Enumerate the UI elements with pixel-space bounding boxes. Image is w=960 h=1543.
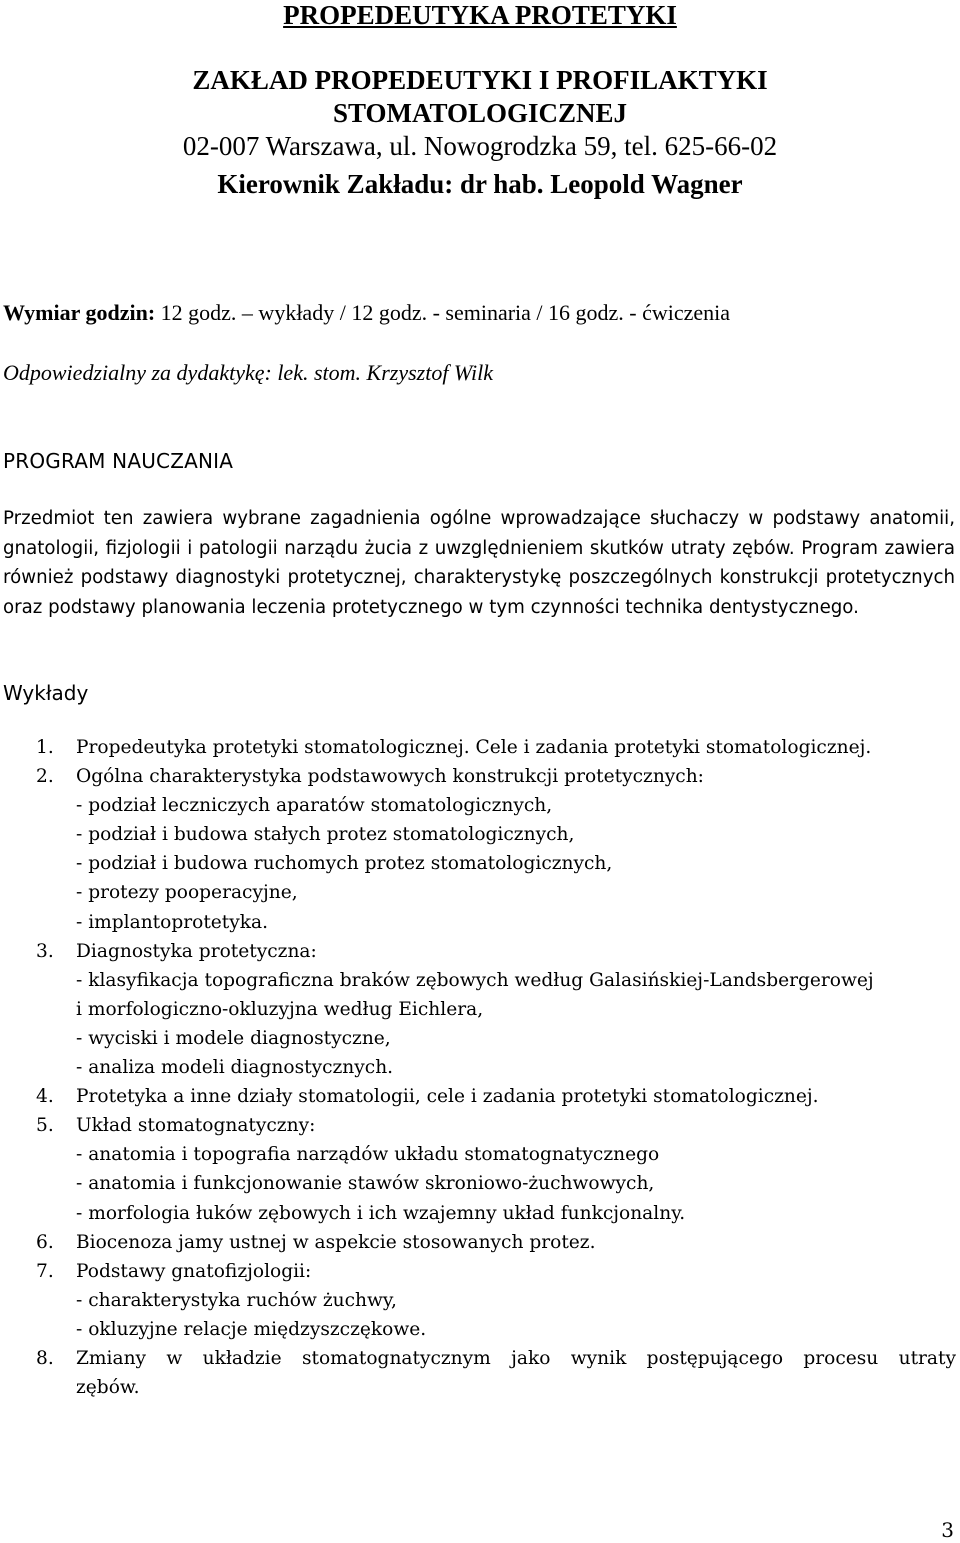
lecture-item [36,733,956,762]
lecture-item [36,1228,956,1257]
department-head: Kierownik Zakładu: dr hab. Leopold Wagner [217,169,743,199]
lecture-body [76,937,956,1082]
department-name-line1: ZAKŁAD PROPEDEUTYKI I PROFILAKTYKI [192,65,768,95]
lecture-subtopic: - protezy pooperacyjne, [76,882,298,904]
lecture-subtopic: - okluzyjne relacje międzyszczękowe. [76,1318,427,1340]
lecture-title: Podstawy gnatofizjologii: [76,1260,312,1282]
department-address: 02-007 Warszawa, ul. Nowogrodzka 59, tel. 625-66-02 [182,131,778,161]
lecture-title: Ogólna charakterystyka podstawowych konstrukcji protetycznych: [76,766,704,788]
lecture-number: 3. [36,940,54,962]
lecture-item [36,1111,956,1227]
responsible-person: Odpowiedzialny za dydaktykę: lek. stom. Krzysztof Wilk [3,360,494,385]
lecture-item [36,937,956,1082]
lecture-list [36,733,956,1402]
lecture-body [76,1228,956,1257]
lecture-subtopic: - podział leczniczych aparatów stomatologicznych, [76,795,553,817]
lecture-subtopic: - wyciski i modele diagnostyczne, [76,1027,391,1049]
lecture-title: Zmiany w układzie stomatognatycznym jako wynik postępującego procesu utraty [76,1347,956,1369]
lecture-title: Układ stomatognatyczny: [76,1115,316,1137]
hours-line [3,300,730,326]
lecture-number: 5. [36,1115,54,1137]
lecture-subtopic: - morfologia łuków zębowych i ich wzajemny układ funkcjonalny. [76,1202,686,1224]
lecture-subtopic: - podział i budowa stałych protez stomatologicznych, [76,824,575,846]
lecture-title: Protetyka a inne działy stomatologii, cele i zadania protetyki stomatologicznej. [76,1086,819,1108]
hours-value: 12 godz. – wykłady / 12 godz. - seminaria / 16 godz. - ćwiczenia [155,300,731,325]
lecture-number: 4. [36,1086,54,1108]
page-number: 3 [941,1518,954,1542]
lecture-subtopic: - klasyfikacja topograficzna braków zębowych według Galasińskiej-Landsbergerowej [76,969,874,991]
lecture-item [36,1082,956,1111]
lecture-body [76,762,956,937]
lecture-item [36,762,956,937]
lecture-title: Diagnostyka protetyczna: [76,940,317,962]
program-description: Przedmiot ten zawiera wybrane zagadnienia ogólne wprowadzające słuchaczy w podstawy anatomii, gnatologii, fizjologii i patologii narządu żucia z uwzględnieniem skutków utraty zębów. Program zawiera również podstawy diagnostyki protetycznej, charakterystykę poszczególnych konstrukcji protetycznych oraz podstawy planowania leczenia protetycznego w tym czynności technika dentystycznego. [3,508,955,618]
lecture-body [76,1111,956,1227]
lecture-subtopic: - analiza modeli diagnostycznych. [76,1057,394,1079]
lecture-title: Propedeutyka protetyki stomatologicznej. Cele i zadania protetyki stomatologicznej. [76,737,872,758]
lecture-item [36,1344,956,1402]
lecture-subtopic: - podział i budowa ruchomych protez stomatologicznych, [76,853,613,875]
lecture-number: 6. [36,1231,54,1253]
lecture-subtopic: - charakterystyka ruchów żuchwy, [76,1289,397,1311]
lecture-body [76,1257,956,1344]
lecture-number: 7. [36,1260,54,1282]
lecture-subtopic: zębów. [76,1377,140,1399]
department-name-line2: STOMATOLOGICZNEJ [332,98,628,128]
lecture-number: 2. [36,766,54,788]
lecture-number: 8. [36,1347,54,1369]
hours-label: Wymiar godzin: [3,300,156,325]
lectures-heading: Wykłady [3,681,89,705]
document-title: PROPEDEUTYKA PROTETYKI [283,0,677,30]
lecture-subtopic: - anatomia i topografia narządów układu stomatognatycznego [76,1144,660,1166]
lecture-title: Biocenoza jamy ustnej w aspekcie stosowanych protez. [76,1231,596,1253]
lecture-subtopic: - anatomia i funkcjonowanie stawów skroniowo-żuchwowych, [76,1173,655,1195]
lecture-subtopic: i morfologiczno-okluzyjna według Eichlera, [76,998,484,1020]
lecture-number: 1. [36,737,54,758]
lecture-subtopic: - implantoprotetyka. [76,911,269,933]
lecture-item [36,1257,956,1344]
lecture-body [76,1082,956,1111]
lecture-body [76,733,956,762]
program-heading: PROGRAM NAUCZANIA [3,449,234,473]
lecture-body [76,1344,956,1402]
